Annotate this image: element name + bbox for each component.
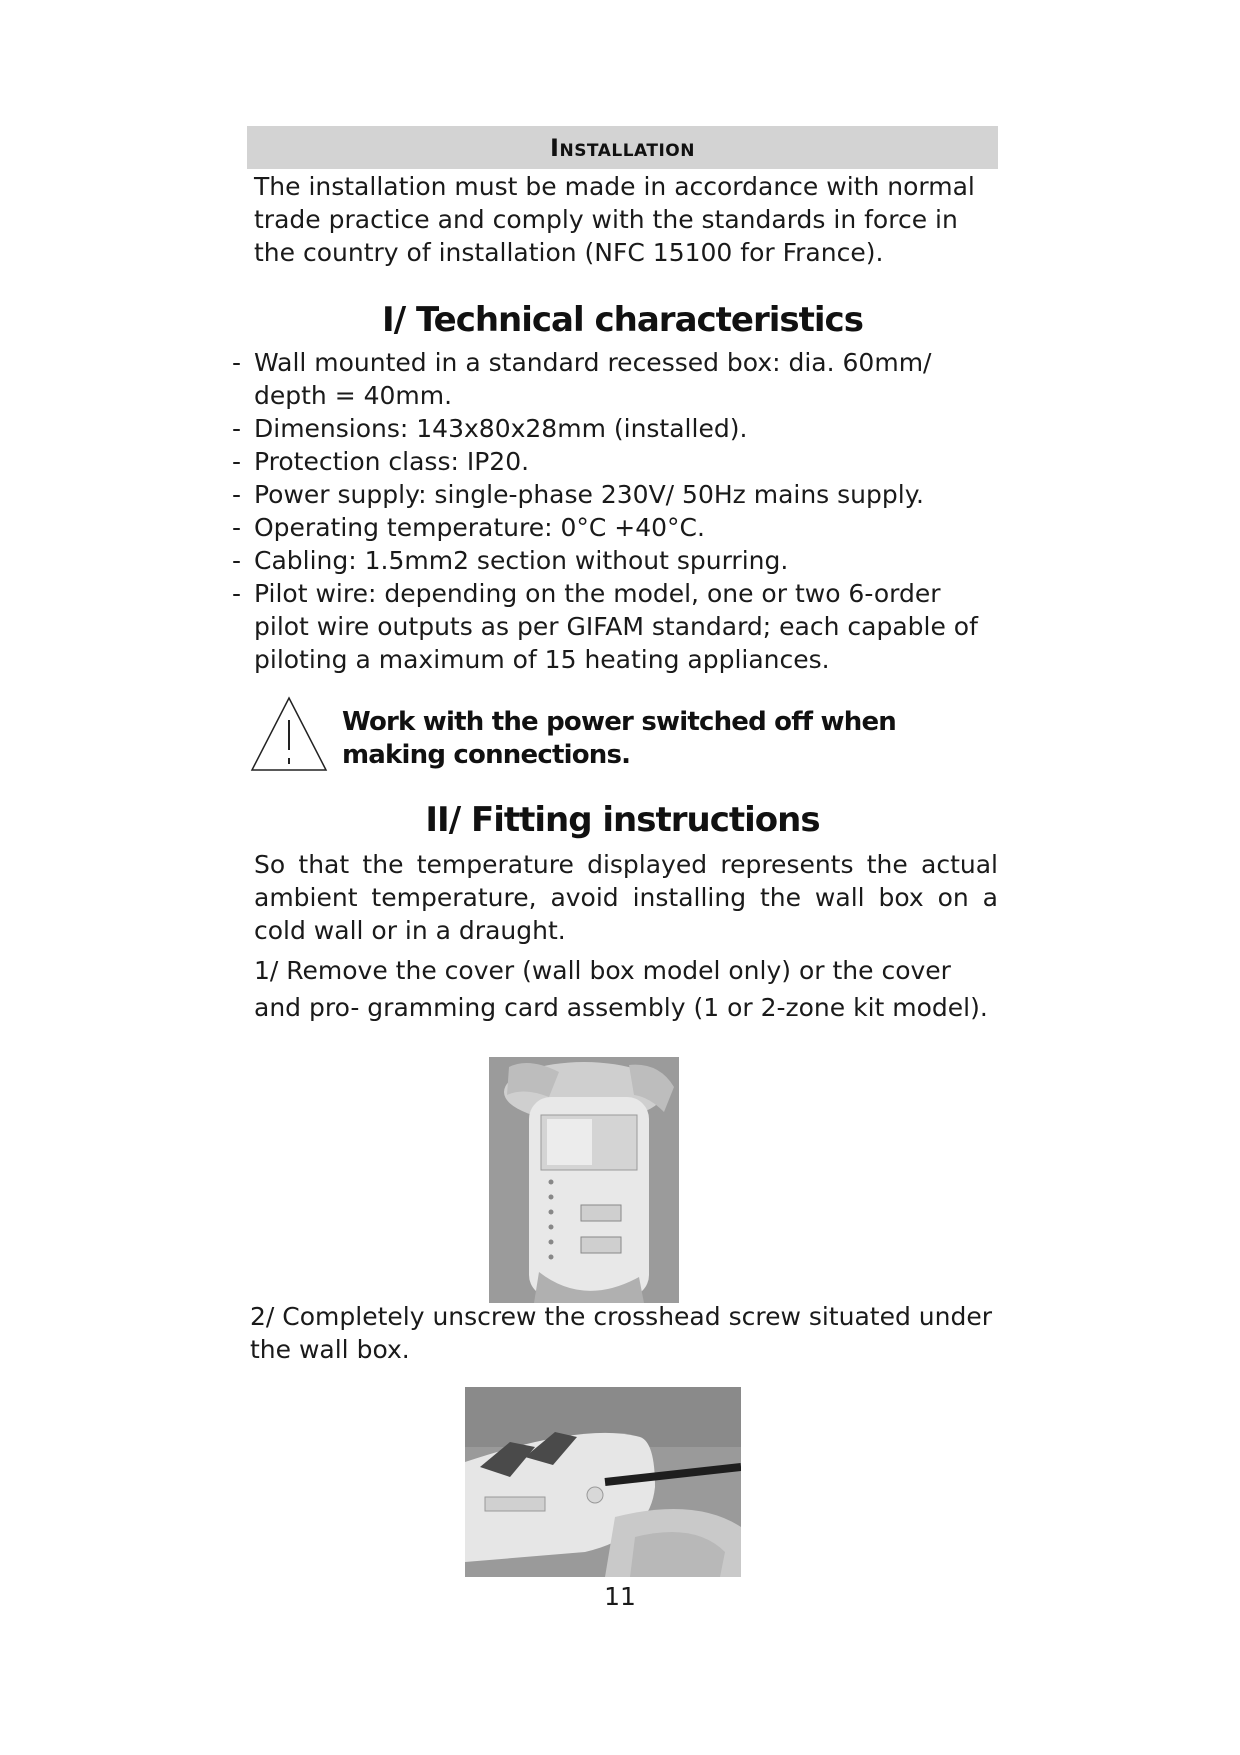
- list-item: - Dimensions: 143x80x28mm (installed).: [232, 414, 748, 443]
- technical-heading: I/ Technical characteristics: [382, 300, 863, 340]
- photo-remove-cover: [489, 1057, 679, 1303]
- photo-unscrew-screw: [465, 1387, 741, 1577]
- page-number: 11: [604, 1582, 636, 1611]
- section-header-bar: [247, 126, 998, 169]
- installation-intro: The installation must be made in accordance with normal trade practice and comply with the standards in force in the country of installation (NFC 15100 for France).: [254, 172, 975, 267]
- list-item: - Wall mounted in a standard recessed box: dia. 60mm/ depth = 40mm.: [232, 348, 932, 410]
- warning-box: [250, 696, 1000, 776]
- fitting-heading: II/ Fitting instructions: [425, 800, 820, 840]
- fitting-intro: So that the temperature displayed represents the actual ambient temperature, avoid installing the wall box on a cold wall or in a draught.: [254, 850, 998, 945]
- technical-list: [230, 346, 990, 676]
- warning-text: Work with the power switched off when making connections.: [342, 707, 896, 770]
- list-item: - Operating temperature: 0°C +40°C.: [232, 513, 705, 542]
- fitting-step-1: 1/ Remove the cover (wall box model only) or the cover and pro- gramming card assembly (1 or 2-zone kit model).: [254, 956, 988, 1022]
- section-title: Installation: [550, 133, 695, 162]
- fitting-step-2: 2/ Completely unscrew the crosshead screw situated under the wall box.: [250, 1302, 992, 1364]
- list-item: - Pilot wire: depending on the model, one or two 6-order pilot wire outputs as per GIFAM standard; each capable of piloting a maximum of 15 heating appliances.: [232, 579, 978, 674]
- list-item: - Protection class: IP20.: [232, 447, 530, 476]
- warning-triangle-icon: [250, 696, 328, 774]
- list-item: - Power supply: single-phase 230V/ 50Hz mains supply.: [232, 480, 924, 509]
- list-item: - Cabling: 1.5mm2 section without spurring.: [232, 546, 789, 575]
